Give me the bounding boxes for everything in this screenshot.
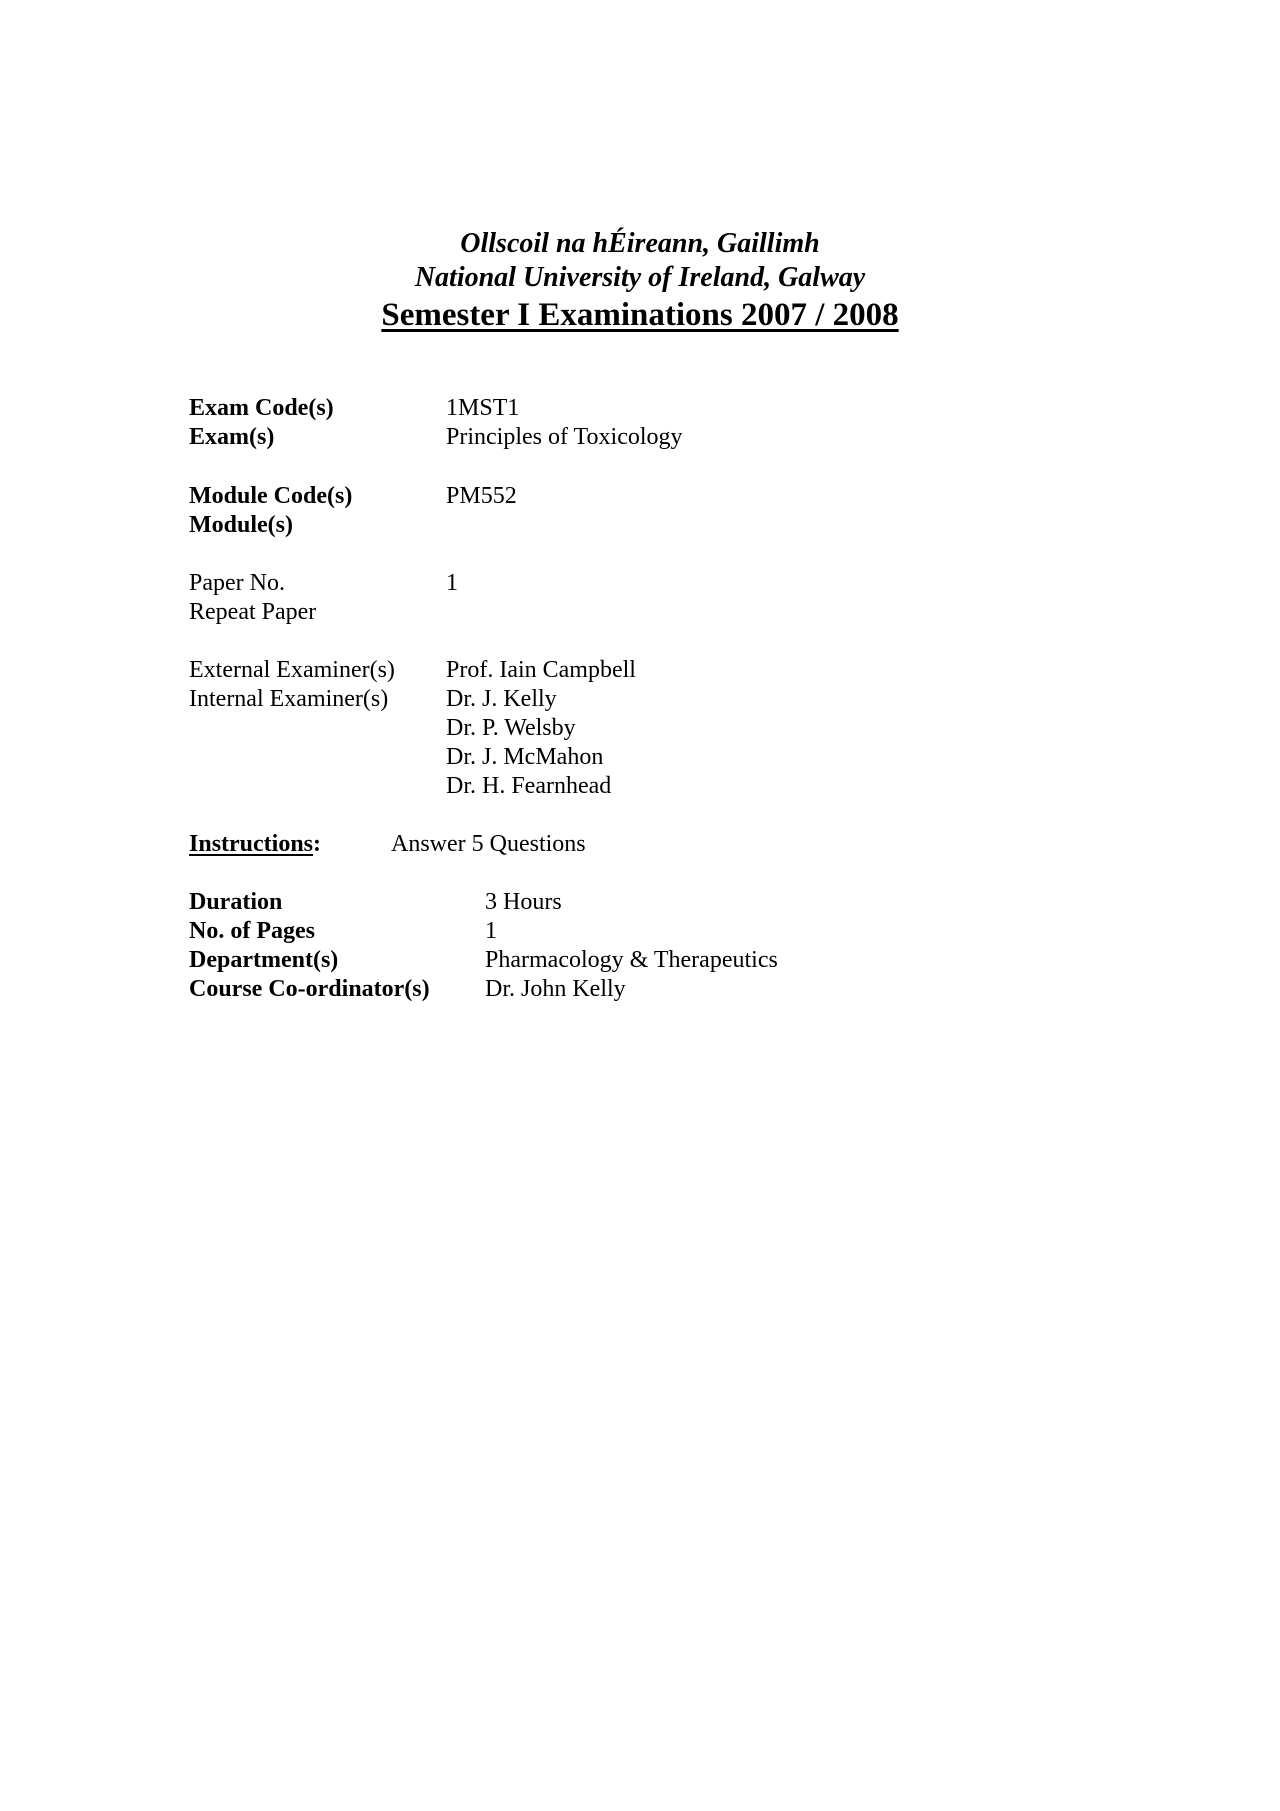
internal-examiner-row <box>189 714 889 743</box>
paper-number-row <box>189 569 889 598</box>
department-value: Pharmacology & Therapeutics <box>485 947 778 973</box>
exam-block <box>189 394 889 452</box>
duration-row <box>189 888 889 917</box>
department-label: Department(s) <box>189 947 339 973</box>
pages-row <box>189 917 889 946</box>
repeat-paper-label: Repeat Paper <box>189 599 317 625</box>
exam-code-row <box>189 394 889 423</box>
internal-examiner-name: Dr. J. McMahon <box>446 744 604 770</box>
instructions-value: Answer 5 Questions <box>391 831 586 857</box>
university-name-english: National University of Ireland, Galway <box>414 262 866 293</box>
exam-code-label: Exam Code(s) <box>189 395 334 421</box>
module-block <box>189 482 889 540</box>
internal-examiner-name: Dr. J. Kelly <box>446 686 557 712</box>
coordinator-row <box>189 975 889 1004</box>
repeat-paper-row <box>189 598 889 627</box>
paper-block <box>189 569 889 627</box>
external-examiner-value: Prof. Iain Campbell <box>446 657 636 683</box>
module-name-label: Module(s) <box>189 512 293 538</box>
pages-value: 1 <box>485 918 497 944</box>
instructions-block <box>189 830 889 859</box>
internal-examiner-row <box>189 685 889 714</box>
internal-examiner-row <box>189 772 889 801</box>
examiners-block <box>189 656 889 801</box>
duration-label: Duration <box>189 889 283 915</box>
exam-session-title: Semester I Examinations 2007 / 2008 <box>381 297 899 333</box>
instructions-row <box>189 830 889 859</box>
internal-examiner-label: Internal Examiner(s) <box>189 686 389 712</box>
exam-name-label: Exam(s) <box>189 424 275 450</box>
internal-examiner-name: Dr. P. Welsby <box>446 715 576 741</box>
university-name-irish: Ollscoil na hÉireann, Gaillimh <box>460 228 820 259</box>
exam-name-value: Principles of Toxicology <box>446 424 683 450</box>
details-block <box>189 888 889 1004</box>
module-code-label: Module Code(s) <box>189 483 353 509</box>
internal-examiner-row <box>189 743 889 772</box>
duration-value: 3 Hours <box>485 889 562 915</box>
module-code-row <box>189 482 889 511</box>
coordinator-value: Dr. John Kelly <box>485 976 626 1002</box>
module-name-row <box>189 511 889 540</box>
coordinator-label: Course Co-ordinator(s) <box>189 976 430 1002</box>
exam-code-value: 1MST1 <box>446 395 520 421</box>
paper-number-label: Paper No. <box>189 570 285 596</box>
instructions-label: Instructions: <box>189 831 322 857</box>
pages-label: No. of Pages <box>189 918 315 944</box>
internal-examiner-name: Dr. H. Fearnhead <box>446 773 612 799</box>
external-examiner-label: External Examiner(s) <box>189 657 395 683</box>
module-code-value: PM552 <box>446 483 517 509</box>
exam-name-row <box>189 423 889 452</box>
external-examiner-row <box>189 656 889 685</box>
paper-number-value: 1 <box>446 570 458 596</box>
department-row <box>189 946 889 975</box>
